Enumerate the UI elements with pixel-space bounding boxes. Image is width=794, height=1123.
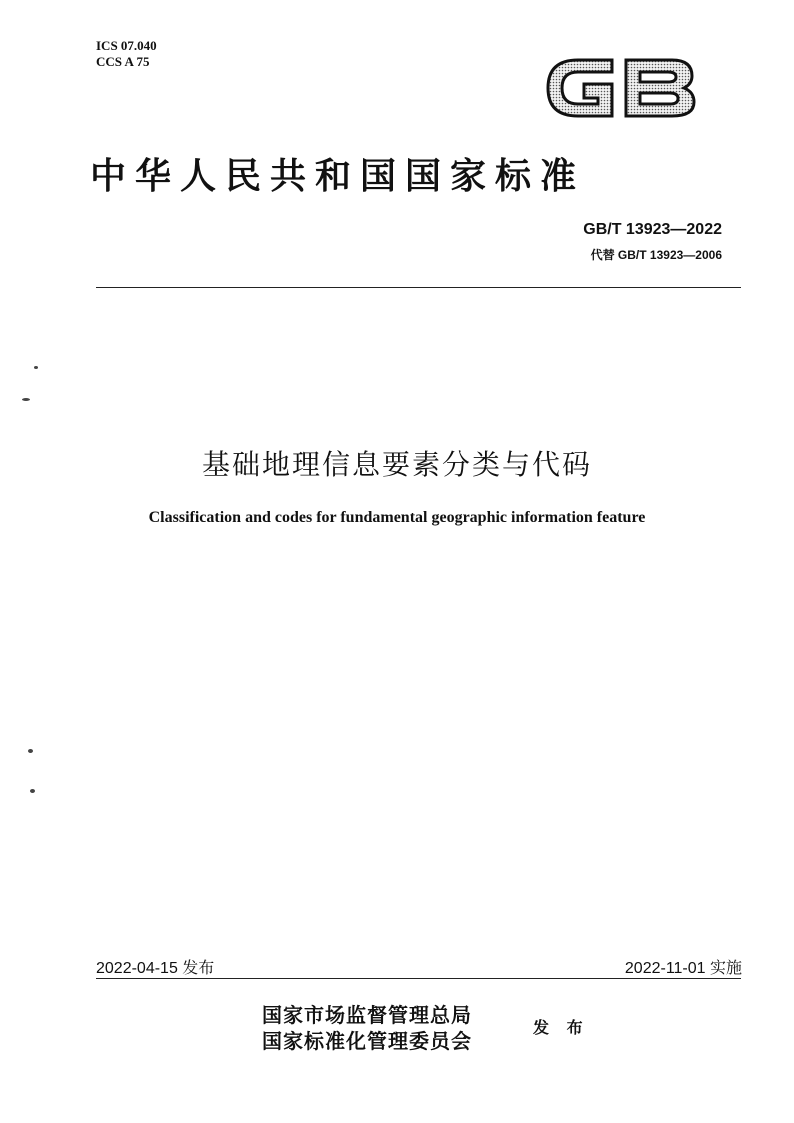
footer-divider <box>96 978 741 979</box>
ccs-code: CCS A 75 <box>96 54 150 69</box>
implementation-date: 2022-11-01 实施 <box>624 960 742 977</box>
document-title-english: Classification and codes for fundamental geographic information feature <box>148 509 646 526</box>
header-divider <box>96 287 741 288</box>
scan-speck <box>30 789 35 793</box>
issuer-samr: 国家市场监督管理总局 <box>262 1003 472 1027</box>
issue-date: 2022-04-15 发布 <box>96 960 215 977</box>
scan-speck <box>28 749 33 753</box>
standard-number: GB/T 13923—2022 <box>583 221 722 238</box>
scan-speck <box>34 366 38 369</box>
issuing-authorities <box>262 1002 472 1054</box>
replaces-standard: 代替 GB/T 13923—2006 <box>590 248 722 262</box>
document-title: 基础地理信息要素分类与代码 <box>201 448 592 481</box>
ics-code: ICS 07.040 <box>96 38 157 53</box>
classification-codes <box>96 38 157 70</box>
scan-speck <box>22 398 30 401</box>
gb-logo <box>540 48 700 128</box>
issuer-sac: 国家标准化管理委员会 <box>262 1029 472 1053</box>
national-standard-title: 中华人民共和国国家标准 <box>90 155 586 197</box>
issued-label: 发 布 <box>533 1018 589 1037</box>
